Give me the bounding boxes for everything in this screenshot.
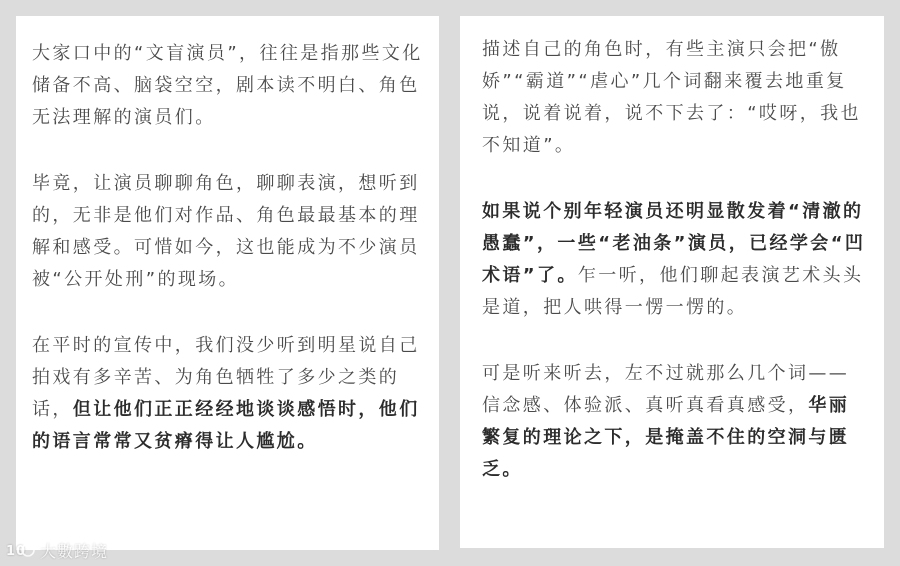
text-segment: 可是听来听去，左不过就那么几个词——信念感、体验派、真听真看真感受， (482, 363, 850, 416)
text-segment: 描述自己的角色时，有些主演只会把“傲娇”“霸道”“虐心”几个词翻来覆去地重复说，说着说着，说不下去了：“哎呀，我也不知道”。 (482, 39, 861, 156)
paragraph (482, 34, 868, 162)
right-text-panel (460, 16, 884, 548)
paragraph (32, 38, 423, 134)
text-segment: 在平时的宣传中，我们没少听到明星说自己拍戏有多辛苦、为角色牺牲了多少之类的话， (32, 335, 420, 420)
text-segment: 乍一听，他们聊起表演艺术头头是道，把人哄得一愣一愣的。 (482, 265, 864, 318)
watermark (6, 538, 108, 562)
watermark-text: 大數跨境 (40, 541, 109, 561)
paragraph (482, 358, 868, 486)
bold-text-segment: 华丽繁复的理论之下，是掩盖不住的空洞与匮乏。 (482, 395, 850, 480)
svg-text:10: 10 (6, 544, 27, 559)
paragraph (482, 196, 868, 324)
paragraph (32, 330, 423, 458)
brand-logo-icon (6, 540, 36, 560)
bold-text-segment: 但让他们正正经经地谈谈感悟时，他们的语言常常又贫瘠得让人尴尬。 (32, 399, 420, 452)
text-segment: 大家口中的“文盲演员”，往往是指那些文化储备不高、脑袋空空，剧本读不明白、角色无法理解的演员们。 (32, 43, 423, 128)
paragraph (32, 168, 423, 296)
left-text-panel (16, 16, 439, 550)
text-segment: 毕竟，让演员聊聊角色，聊聊表演，想听到的，无非是他们对作品、角色最最基本的理解和感受。可惜如今，这也能成为不少演员被“公开处刑”的现场。 (32, 173, 420, 290)
bold-text-segment: 如果说个别年轻演员还明显散发着“清澈的愚蠢”，一些“老油条”演员，已经学会“凹术语”了。 (482, 201, 866, 286)
